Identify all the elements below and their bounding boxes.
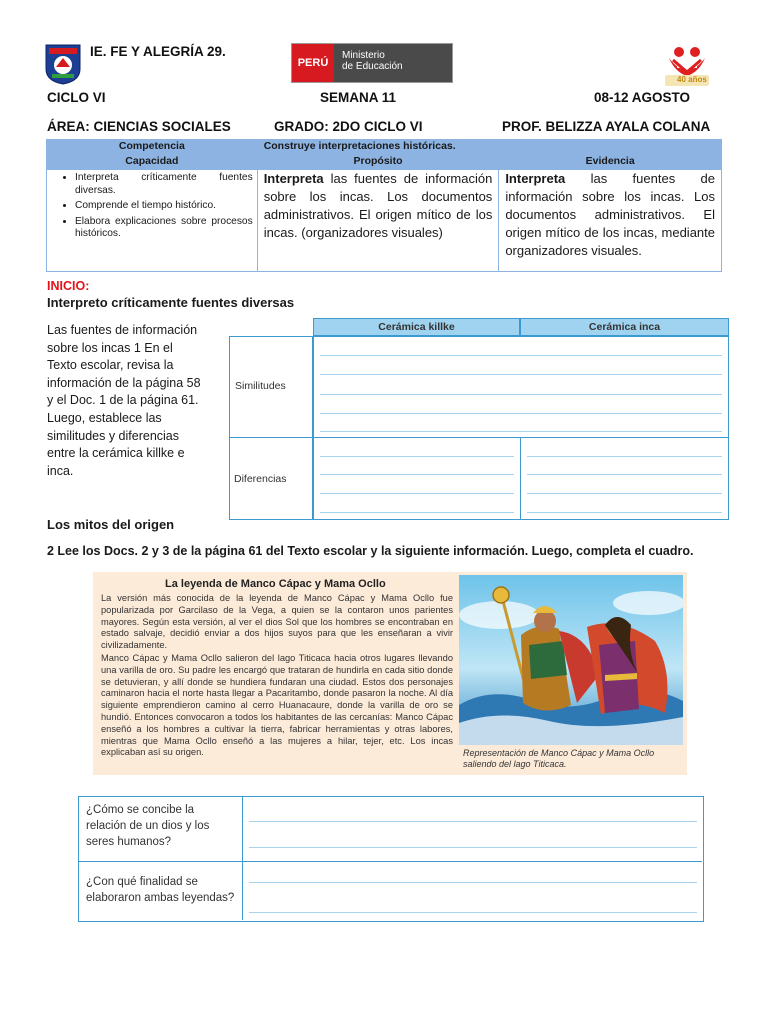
- inicio-heading: INICIO:: [47, 279, 90, 293]
- ceramics-table: [229, 318, 729, 520]
- capacidades-list: [51, 172, 253, 241]
- diferencias-killke-area[interactable]: [313, 437, 521, 520]
- capacidad-item: • Comprende el tiempo histórico.: [75, 200, 253, 213]
- col-ceramica-inca: Cerámica inca: [520, 318, 729, 336]
- row-similitudes: Similitudes: [235, 380, 286, 392]
- competencia-label-cell: Competencia: [47, 140, 258, 155]
- dates-label: 08-12 AGOSTO: [594, 90, 691, 105]
- legend-box: [93, 572, 687, 775]
- subtitle-interpreto: Interpreto críticamente fuentes diversas: [47, 295, 295, 310]
- teacher-label: PROF. BELIZZA AYALA COLANA: [502, 119, 711, 134]
- answer-1-area[interactable]: [243, 797, 702, 861]
- school-name: IE. FE Y ALEGRÍA 29.: [90, 44, 226, 59]
- grade-label: GRADO: 2DO CICLO VI: [274, 119, 423, 134]
- row-diferencias: Diferencias: [234, 473, 287, 485]
- proposito-rest: las fuentes de información sobre los incas. Los documentos administrativos. El origen mítico de los incas. (organizadores visuales): [263, 171, 493, 240]
- col-ceramica-killke: Cerámica killke: [313, 318, 520, 336]
- minedu-name-line-2: de Educación: [342, 61, 403, 72]
- question-1: ¿Cómo se concibe la relación de un dios y los seres humanos?: [86, 804, 210, 848]
- evidencia-rest: las fuentes de información sobre los incas. Los documentos administrativos. El origen mítico de los incas, mediante organizadores visuales.: [505, 171, 715, 258]
- evidencia-text: [499, 170, 721, 260]
- competency-table: [46, 139, 722, 272]
- illustration-caption: Representación de Manco Cápac y Mama Ocllo saliendo del lago Titicaca.: [463, 748, 655, 769]
- legend-text: [101, 593, 453, 760]
- fe-y-alegria-logo: [663, 42, 711, 88]
- cycle-label: CICLO VI: [47, 90, 106, 105]
- peru-label: PERÚ: [292, 44, 334, 82]
- diferencias-inca-area[interactable]: [520, 437, 729, 520]
- subtitle-mitos: Los mitos del origen: [47, 517, 175, 532]
- question-2: ¿Con qué finalidad se elaboraron ambas leyendas?: [86, 876, 235, 904]
- area-label: ÁREA: CIENCIAS SOCIALES: [47, 119, 231, 134]
- minedu-logo: [291, 43, 453, 83]
- week-label: SEMANA 11: [320, 90, 397, 105]
- competencia-value: Construye interpretaciones históricas.: [257, 140, 721, 155]
- legend-paragraph: La versión más conocida de la leyenda de Manco Cápac y Mama Ocllo fue popularizada por Garcilaso de la Vega, a quien se la contaron unos parientes mayores. Según esta versión, al ver el dios Sol que los hombres se encontraban en estado salvaje, decidió enviar a dos hijos suyos para que les enseñaran a vivir civilizadamente.: [101, 593, 453, 651]
- minedu-name-line-1: Ministerio: [342, 50, 385, 61]
- instructions-ceramics: Las fuentes de información sobre los incas 1 En el Texto escolar, revisa la información de la página 58 y el Doc. 1 de la página 61. Luego, establece las similitudes y diferencias entre la cerámica killke e inca.: [47, 323, 201, 478]
- capacidad-item: • Interpreta críticamente fuentes diversas.: [75, 172, 253, 197]
- capacidad-item: • Elabora explicaciones sobre procesos históricos.: [75, 216, 253, 241]
- school-logo: [44, 43, 82, 85]
- proposito-verb: Interpreta: [263, 171, 324, 186]
- anniversary-label: 40 años: [677, 75, 707, 84]
- evidencia-verb: Interpreta: [505, 171, 566, 186]
- legend-title: La leyenda de Manco Cápac y Mama Ocllo: [165, 578, 386, 590]
- questions-table: [78, 796, 704, 922]
- col-capacidad: Capacidad: [47, 155, 258, 170]
- row-labels-column: [229, 336, 313, 520]
- proposito-text: [258, 170, 499, 242]
- col-proposito: Propósito: [257, 155, 499, 170]
- manco-capac-mama-ocllo-illustration: [459, 575, 683, 745]
- row-divider-left: [229, 437, 313, 438]
- legend-paragraph: Manco Cápac y Mama Ocllo salieron del lago Titicaca hacia otros lugares llevando una varilla de oro. Su padre les encargó que trataran de hundirla en cada sitio donde se detuvieran, y allí donde se hundiera fundaran una ciudad. Estos dos personajes caminaron hacia el norte hasta llegar a Pacaritambo, donde pasaron la noche. Al día siguiente emprendieron camino al cerro Huanacaure, donde la varilla de oro se hundió. Entonces convocaron a todos los habitantes de las cercanías: Manco Cápac enseñó a los hombres a cultivar la tierra, fabricar herramientas y otras labores, mientras que Mama Ocllo enseñó a las mujeres a hilar, tejer, etc. Los incas explicaban así su origen.: [101, 652, 453, 758]
- instructions-legend: 2 Lee los Docs. 2 y 3 de la página 61 del Texto escolar y la siguiente información. Luego, completa el cuadro.: [47, 544, 694, 558]
- col-evidencia: Evidencia: [499, 155, 722, 170]
- answer-2-area[interactable]: [243, 862, 702, 920]
- similitudes-answer-area[interactable]: [313, 336, 729, 438]
